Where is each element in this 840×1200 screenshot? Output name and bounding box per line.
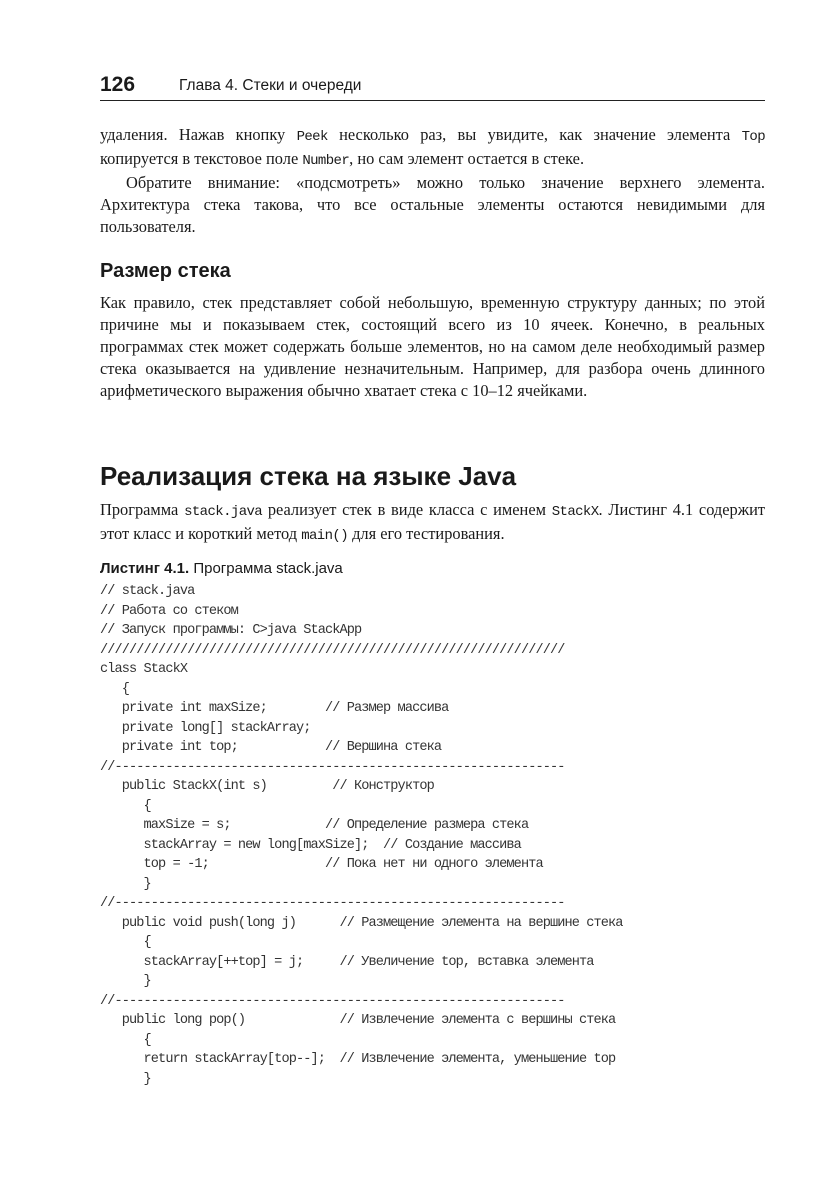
class-code: StackX [551, 504, 599, 520]
peek-code: Peek [296, 129, 328, 145]
stack-size-text [100, 292, 765, 402]
page-number: 126 [100, 73, 136, 96]
code-line: { [100, 1032, 151, 1048]
intro-paragraph-1: удаления. Нажав кнопку Peek несколько раз, вы увидите, как значение элемента Top копируется в текстовое поле Number, но сам элемент остается в стеке. [100, 125, 765, 169]
code-line: { [100, 681, 130, 697]
code-line: //-------------------------------------------------------------- [100, 993, 565, 1009]
code-line: public long pop() // Извлечение элемента с вершины стека [100, 1013, 616, 1028]
code-line: //-------------------------------------------------------------- [100, 759, 565, 775]
top-code: Top [741, 129, 765, 145]
code-line: } [100, 1071, 151, 1087]
code-line: maxSize = s; // Определение размера стека [100, 818, 529, 833]
code-line: // Запуск программы: C>java StackApp [100, 623, 362, 638]
stack-size-paragraph: Как правило, стек представляет собой небольшую, временную структуру данных; по этой причине мы и показываем стек, состоящий всего из 10 ячеек. Конечно, в реальных программах стек может содержать больше элементов, но на самом деле необходимый размер стека оказывается на удивление незначительным. Например, для разбора очень длинного арифметического выражения обычно хватает стека с 10–12 ячейками. [100, 293, 765, 400]
code-line: stackArray[++top] = j; // Увеличение top, вставка элемента [100, 954, 594, 970]
section-heading-java-impl: Реализация стека на языке Java [100, 461, 517, 491]
code-line: // stack.java [100, 584, 195, 599]
java-impl-text [100, 499, 765, 547]
java-impl-paragraph: Программа stack.java реализует стек в виде класса с именем StackX. Листинг 4.1 содержит этот класс и короткий метод main() для его тестирования. [100, 500, 765, 544]
running-head: Глава 4. Стеки и очереди [179, 77, 362, 94]
code-line: // Работа со стеком [100, 603, 238, 619]
code-listing [100, 582, 623, 1089]
code-line: private int maxSize; // Размер массива [100, 701, 449, 716]
number-code: Number [302, 153, 350, 169]
page-header [100, 72, 765, 101]
code-line: } [100, 974, 151, 989]
listing-caption [100, 559, 343, 579]
code-line: { [100, 798, 151, 814]
code-line: private int top; // Вершина стека [100, 740, 442, 755]
intro-paragraph-2: Обратите внимание: «подсмотреть» можно только значение верхнего элемента. Архитектура стека такова, что все остальные элементы остаются невидимыми для пользователя. [100, 173, 765, 236]
code-line: { [100, 935, 151, 950]
code-line: stackArray = new long[maxSize]; // Создание массива [100, 837, 521, 853]
code-line: public StackX(int s) // Конструктор [100, 779, 434, 794]
code-line: return stackArray[top--]; // Извлечение элемента, уменьшение top [100, 1052, 616, 1067]
listing-label: Листинг 4.1. [100, 560, 190, 577]
code-line: private long[] stackArray; [100, 720, 311, 736]
intro-text [100, 124, 765, 238]
file-code: stack.java [184, 504, 263, 520]
listing-title: Программа stack.java [189, 560, 343, 577]
main-code: main() [301, 528, 348, 544]
code-line: //-------------------------------------------------------------- [100, 896, 565, 911]
code-line: public void push(long j) // Размещение элемента на вершине стека [100, 915, 623, 931]
section-heading-stack-size: Размер стека [100, 260, 231, 282]
code-line: //////////////////////////////////////////////////////////////// [100, 642, 565, 658]
code-line: top = -1; // Пока нет ни одного элемента [100, 857, 543, 872]
code-line: class StackX [100, 662, 188, 677]
code-line: } [100, 876, 151, 892]
